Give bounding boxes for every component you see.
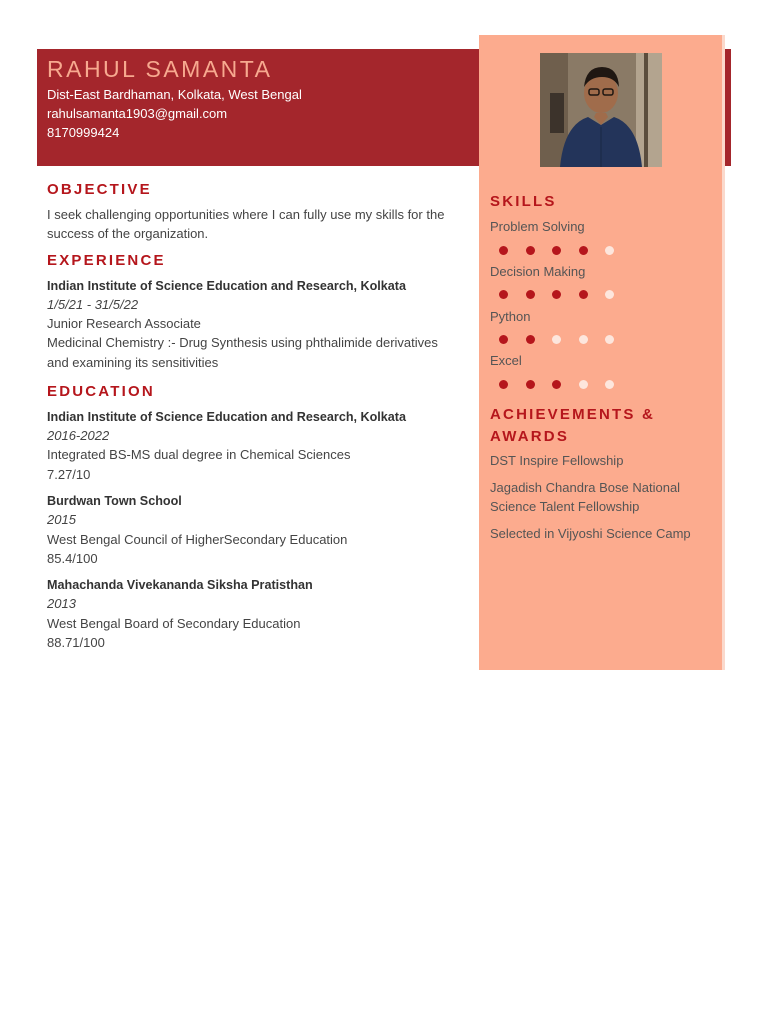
skill-label: Python [490, 309, 531, 324]
education-heading: EDUCATION [47, 383, 155, 400]
rating-dot-empty [552, 335, 561, 344]
education-degree: Integrated BS-MS dual degree in Chemical Sciences [47, 447, 351, 462]
rating-dot-filled [499, 246, 508, 255]
experience-desc-line2: and examining its sensitivities [47, 355, 219, 370]
rating-dot-filled [499, 335, 508, 344]
experience-role: Junior Research Associate [47, 316, 201, 331]
rating-dot-empty [579, 335, 588, 344]
rating-dot-filled [526, 335, 535, 344]
objective-text-line1: I seek challenging opportunities where I can fully use my skills for the [47, 207, 445, 222]
skill-label: Decision Making [490, 264, 586, 279]
candidate-name: RAHUL SAMANTA [47, 56, 273, 82]
email-text: rahulsamanta1903@gmail.com [47, 106, 228, 121]
rating-dot-empty [605, 335, 614, 344]
achievement-item: Selected in Vijyoshi Science Camp [490, 526, 691, 541]
rating-dot-filled [552, 246, 561, 255]
skill-label: Excel [490, 353, 522, 368]
education-school: Burdwan Town School [47, 494, 182, 508]
rating-dot-filled [499, 380, 508, 389]
rating-dot-filled [552, 290, 561, 299]
education-school: Indian Institute of Science Education and Research, Kolkata [47, 410, 407, 424]
education-score: 7.27/10 [47, 467, 91, 482]
rating-dot-filled [526, 290, 535, 299]
education-school: Mahachanda Vivekananda Siksha Pratisthan [47, 578, 313, 592]
experience-desc-line1: Medicinal Chemistry :- Drug Synthesis using phthalimide derivatives [47, 335, 438, 350]
experience-org: Indian Institute of Science Education and Research, Kolkata [47, 279, 407, 293]
experience-dates: 1/5/21 - 31/5/22 [47, 297, 139, 312]
rating-dot-empty [605, 246, 614, 255]
skill-label: Problem Solving [490, 219, 585, 234]
objective-heading: OBJECTIVE [47, 181, 152, 198]
objective-text-line2: success of the organization. [47, 226, 209, 241]
phone-text: 8170999424 [47, 125, 120, 140]
rating-dot-filled [579, 290, 588, 299]
rating-dot-filled [579, 246, 588, 255]
education-years: 2016-2022 [47, 428, 110, 443]
rating-dot-filled [552, 380, 561, 389]
rating-dot-empty [605, 290, 614, 299]
experience-heading: EXPERIENCE [47, 252, 166, 269]
education-degree: West Bengal Board of Secondary Education [47, 616, 301, 631]
rating-dot-filled [526, 246, 535, 255]
rating-dot-filled [526, 380, 535, 389]
rating-dot-filled [499, 290, 508, 299]
profile-photo [540, 53, 662, 167]
achievement-item: Jagadish Chandra Bose National Science Talent Fellowship [490, 480, 681, 514]
education-years: 2013 [47, 596, 76, 611]
education-degree: West Bengal Council of HigherSecondary Education [47, 532, 348, 547]
skills-heading: SKILLS [490, 193, 557, 210]
rating-dot-empty [579, 380, 588, 389]
address-text: Dist-East Bardhaman, Kolkata, West Bengal [47, 87, 302, 102]
rating-dot-empty [605, 380, 614, 389]
achievement-item: DST Inspire Fellowship [490, 453, 624, 468]
education-score: 88.71/100 [47, 635, 105, 650]
education-score: 85.4/100 [47, 551, 98, 566]
education-years: 2015 [47, 512, 76, 527]
achievements-heading: ACHIEVEMENTS & AWARDS [490, 406, 655, 445]
